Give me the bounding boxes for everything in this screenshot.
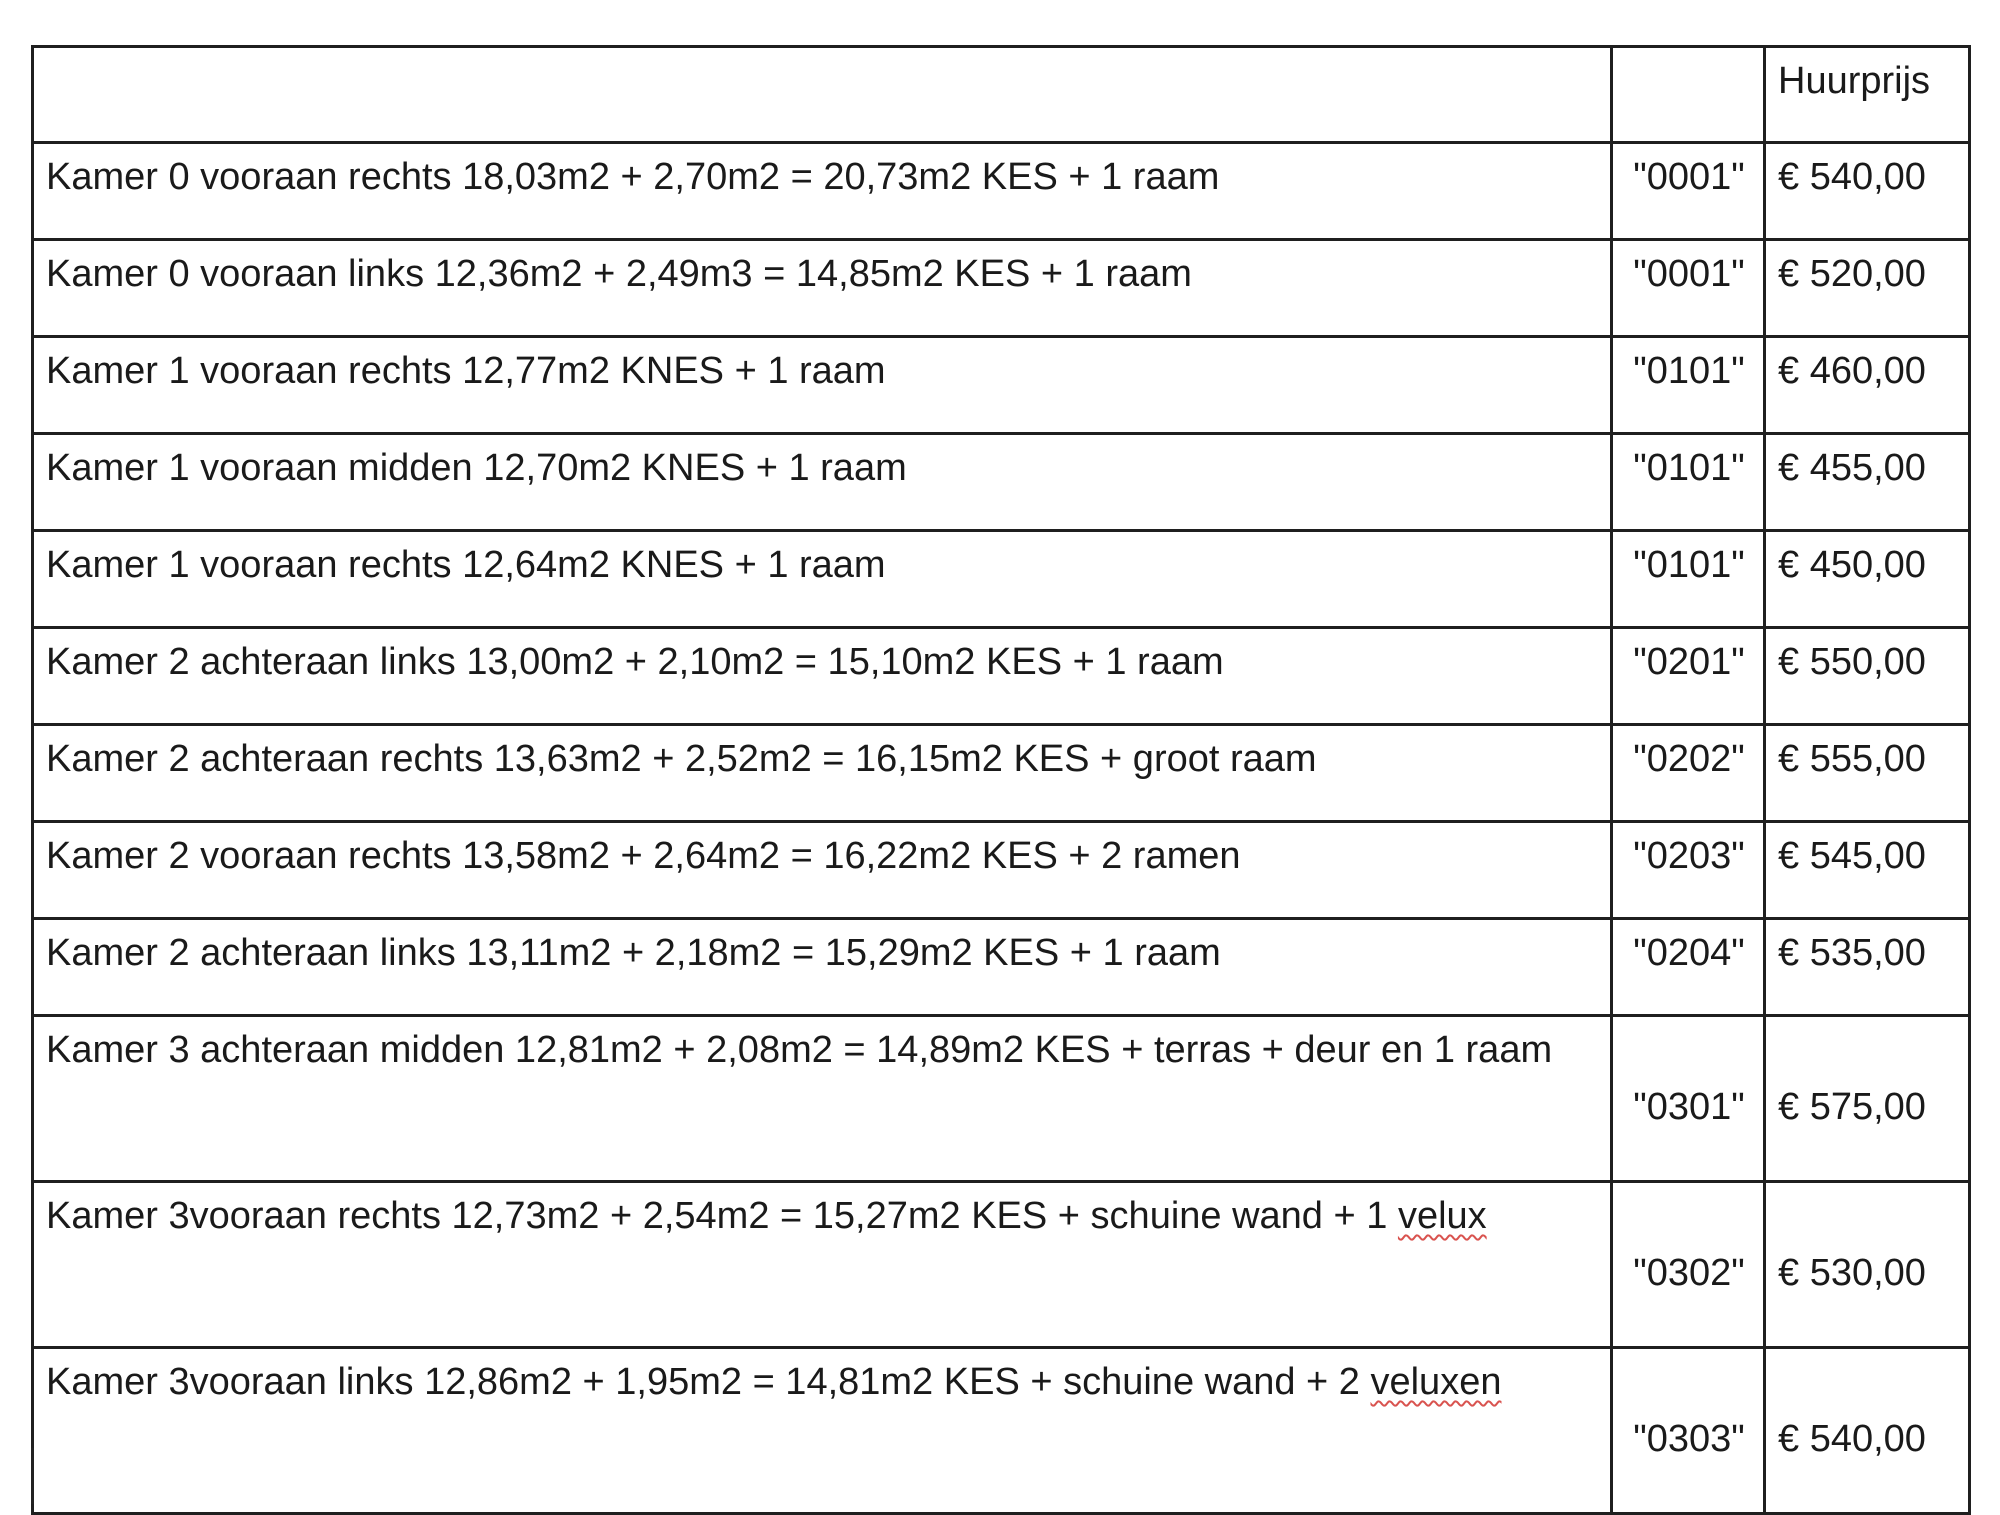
room-code-cell[interactable]: "0201" [1612,628,1765,725]
room-code-cell[interactable]: "0303" [1612,1348,1765,1514]
room-code-cell[interactable]: "0101" [1612,531,1765,628]
spellcheck-flagged-word[interactable]: veluxen [1370,1361,1502,1403]
room-description-cell[interactable]: Kamer 2 vooraan rechts 13,58m2 + 2,64m2 = 16,22m2 KES + 2 ramen [33,822,1612,919]
header-price-cell[interactable]: Huurprijs [1765,47,1970,143]
room-code-cell[interactable]: "0203" [1612,822,1765,919]
room-code-cell[interactable]: "0101" [1612,434,1765,531]
description-text: Kamer 3vooraan links 12,86m2 + 1,95m2 = 14,81m2 KES + schuine wand + 2 [46,1361,1371,1403]
room-description-cell[interactable]: Kamer 2 achteraan links 13,11m2 + 2,18m2 = 15,29m2 KES + 1 raam [33,919,1612,1016]
table-row [33,143,1970,240]
room-code-cell[interactable]: "0302" [1612,1182,1765,1348]
room-description-cell[interactable]: Kamer 0 vooraan links 12,36m2 + 2,49m3 = 14,85m2 KES + 1 raam [33,240,1612,337]
room-price-cell[interactable]: € 460,00 [1765,337,1970,434]
rental-price-table [31,45,1971,1515]
room-price-cell[interactable]: € 545,00 [1765,822,1970,919]
room-description-cell[interactable]: Kamer 2 achteraan rechts 13,63m2 + 2,52m2 = 16,15m2 KES + groot raam [33,725,1612,822]
table-row [33,531,1970,628]
room-description-cell[interactable] [33,1348,1612,1514]
room-code-cell[interactable]: "0301" [1612,1016,1765,1182]
room-description-cell[interactable] [33,1182,1612,1348]
room-description-cell[interactable]: Kamer 0 vooraan rechts 18,03m2 + 2,70m2 = 20,73m2 KES + 1 raam [33,143,1612,240]
table-row [33,1348,1970,1514]
room-price-cell[interactable]: € 530,00 [1765,1182,1970,1348]
room-price-cell[interactable]: € 535,00 [1765,919,1970,1016]
table-row [33,919,1970,1016]
header-code-cell[interactable] [1612,47,1765,143]
room-description-cell[interactable]: Kamer 3 achteraan midden 12,81m2 + 2,08m2 = 14,89m2 KES + terras + deur en 1 raam [33,1016,1612,1182]
room-price-cell[interactable]: € 520,00 [1765,240,1970,337]
room-code-cell[interactable]: "0001" [1612,143,1765,240]
table-header-row [33,47,1970,143]
room-price-cell[interactable]: € 450,00 [1765,531,1970,628]
room-price-cell[interactable]: € 555,00 [1765,725,1970,822]
room-price-cell[interactable]: € 540,00 [1765,143,1970,240]
spellcheck-flagged-word[interactable]: velux [1397,1195,1487,1237]
table-row [33,434,1970,531]
table-row [33,1182,1970,1348]
table-row [33,240,1970,337]
room-code-cell[interactable]: "0001" [1612,240,1765,337]
text-cursor [31,1448,34,1504]
room-description-cell[interactable]: Kamer 2 achteraan links 13,00m2 + 2,10m2 = 15,10m2 KES + 1 raam [33,628,1612,725]
room-price-cell[interactable]: € 575,00 [1765,1016,1970,1182]
table-row [33,628,1970,725]
room-price-cell[interactable]: € 550,00 [1765,628,1970,725]
table-row [33,337,1970,434]
table-row [33,1016,1970,1182]
description-text: Kamer 3vooraan rechts 12,73m2 + 2,54m2 = 15,27m2 KES + schuine wand + 1 [46,1195,1398,1237]
room-code-cell[interactable]: "0101" [1612,337,1765,434]
header-description-cell[interactable] [33,47,1612,143]
table-row [33,822,1970,919]
room-description-cell[interactable]: Kamer 1 vooraan rechts 12,77m2 KNES + 1 raam [33,337,1612,434]
room-description-cell[interactable]: Kamer 1 vooraan rechts 12,64m2 KNES + 1 raam [33,531,1612,628]
room-description-cell[interactable]: Kamer 1 vooraan midden 12,70m2 KNES + 1 raam [33,434,1612,531]
room-code-cell[interactable]: "0202" [1612,725,1765,822]
room-code-cell[interactable]: "0204" [1612,919,1765,1016]
table-row [33,725,1970,822]
room-price-cell[interactable]: € 540,00 [1765,1348,1970,1514]
room-price-cell[interactable]: € 455,00 [1765,434,1970,531]
